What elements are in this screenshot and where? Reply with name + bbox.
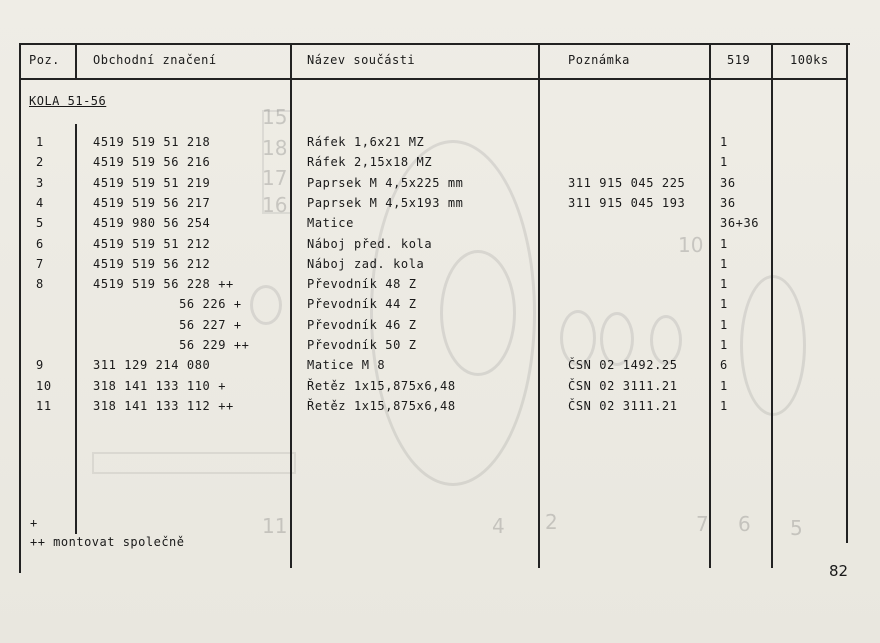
row-poz: 3 bbox=[36, 175, 44, 190]
row-code: 4519 519 56 212 bbox=[93, 256, 211, 271]
row-qty: 1 bbox=[720, 317, 728, 332]
footnote-double-plus: ++ montovat společně bbox=[30, 535, 185, 549]
row-poz: 11 bbox=[36, 398, 52, 413]
row-poz: 1 bbox=[36, 135, 44, 149]
row-code: 318 141 133 110 + bbox=[93, 378, 227, 393]
row-code: 4519 519 56 217 bbox=[93, 195, 211, 210]
row-poz: 5 bbox=[36, 216, 44, 231]
row-qty: 1 bbox=[720, 155, 728, 170]
row-qty: 36+36 bbox=[720, 216, 760, 231]
header-code: Obchodní značení bbox=[93, 53, 217, 67]
row-code: 56 227 + bbox=[93, 317, 242, 332]
row-qty: 1 bbox=[720, 135, 728, 149]
ghost-callout: 5 bbox=[790, 516, 803, 540]
ghost-callout: 16 bbox=[262, 193, 288, 217]
row-poz: 8 bbox=[36, 277, 44, 292]
ghost-callout: 6 bbox=[738, 512, 751, 536]
row-qty: 1 bbox=[720, 378, 728, 393]
row-poz: 6 bbox=[36, 236, 44, 251]
row-qty: 6 bbox=[720, 358, 728, 373]
header-note: Poznámka bbox=[568, 53, 630, 67]
col-divider-poz bbox=[75, 43, 77, 79]
footnote-plus: + bbox=[30, 516, 38, 530]
table-row bbox=[0, 379, 880, 399]
row-code: 56 229 ++ bbox=[93, 338, 250, 352]
row-code: 4519 519 56 228 ++ bbox=[93, 277, 234, 292]
row-note: 311 915 045 225 bbox=[568, 175, 686, 190]
table-row bbox=[0, 257, 880, 277]
row-qty: 1 bbox=[720, 338, 728, 352]
row-name: Převodník 44 Z bbox=[307, 297, 417, 312]
ghost-callout: 17 bbox=[262, 166, 288, 190]
section-title: KOLA 51-56 bbox=[29, 94, 107, 108]
table-row bbox=[0, 216, 880, 236]
table-row bbox=[0, 358, 880, 378]
row-name: Matice bbox=[307, 216, 354, 231]
table-row bbox=[0, 237, 880, 257]
ghost-callout: 4 bbox=[492, 514, 505, 538]
row-code: 4519 980 56 254 bbox=[93, 216, 211, 231]
ghost-callout: 7 bbox=[696, 512, 709, 536]
header-poz: Poz. bbox=[29, 53, 60, 67]
ghost-callout: 11 bbox=[262, 514, 288, 538]
row-qty: 36 bbox=[720, 175, 736, 190]
row-code: 56 226 + bbox=[93, 297, 242, 312]
row-code: 318 141 133 112 ++ bbox=[93, 398, 234, 413]
row-name: Paprsek M 4,5x225 mm bbox=[307, 175, 464, 190]
table-row bbox=[0, 338, 880, 358]
table-row bbox=[0, 297, 880, 317]
table-row bbox=[0, 155, 880, 175]
row-poz: 2 bbox=[36, 155, 44, 170]
table-row bbox=[0, 399, 880, 419]
row-name: Paprsek M 4,5x193 mm bbox=[307, 195, 464, 210]
page-number: 82 bbox=[829, 562, 849, 580]
row-note: ČSN 02 3111.21 bbox=[568, 398, 678, 413]
table-row bbox=[0, 318, 880, 338]
ghost-callout: 15 bbox=[262, 105, 288, 129]
row-name: Matice M 8 bbox=[307, 358, 386, 373]
row-poz: 10 bbox=[36, 378, 52, 393]
table-row bbox=[0, 277, 880, 297]
row-qty: 1 bbox=[720, 297, 728, 312]
row-code: 4519 519 51 218 bbox=[93, 135, 211, 149]
row-poz: 9 bbox=[36, 358, 44, 373]
row-qty: 36 bbox=[720, 195, 736, 210]
row-name: Řetěz 1x15,875x6,48 bbox=[307, 378, 456, 393]
ghost-callout: 2 bbox=[545, 510, 558, 534]
row-qty: 1 bbox=[720, 256, 728, 271]
row-qty: 1 bbox=[720, 236, 728, 251]
row-qty: 1 bbox=[720, 277, 728, 292]
row-name: Převodník 46 Z bbox=[307, 317, 417, 332]
row-name: Převodník 48 Z bbox=[307, 277, 417, 292]
table-row bbox=[0, 196, 880, 216]
ghost-callout: 10 bbox=[678, 233, 704, 257]
row-name: Náboj před. kola bbox=[307, 236, 433, 251]
row-code: 4519 519 51 219 bbox=[93, 175, 211, 190]
table-row bbox=[0, 176, 880, 196]
row-note: 311 915 045 193 bbox=[568, 195, 686, 210]
ghost-callout: 18 bbox=[262, 136, 288, 160]
header-100ks: 100ks bbox=[790, 53, 829, 67]
row-code: 4519 519 51 212 bbox=[93, 236, 211, 251]
header-519: 519 bbox=[727, 53, 751, 67]
header-divider bbox=[19, 78, 848, 80]
header-name: Název součásti bbox=[307, 53, 416, 67]
row-name: Ráfek 2,15x18 MZ bbox=[307, 155, 433, 170]
row-poz: 4 bbox=[36, 195, 44, 210]
row-note: ČSN 02 3111.21 bbox=[568, 378, 678, 393]
row-poz: 7 bbox=[36, 256, 44, 271]
table-row bbox=[0, 135, 880, 155]
row-qty: 1 bbox=[720, 398, 728, 413]
row-note: ČSN 02 1492.25 bbox=[568, 358, 678, 373]
row-code: 4519 519 56 216 bbox=[93, 155, 211, 170]
row-name: Řetěz 1x15,875x6,48 bbox=[307, 398, 456, 413]
row-name: Převodník 50 Z bbox=[307, 338, 417, 352]
row-name: Náboj zad. kola bbox=[307, 256, 425, 271]
row-code: 311 129 214 080 bbox=[93, 358, 211, 373]
row-name: Ráfek 1,6x21 MZ bbox=[307, 135, 425, 149]
